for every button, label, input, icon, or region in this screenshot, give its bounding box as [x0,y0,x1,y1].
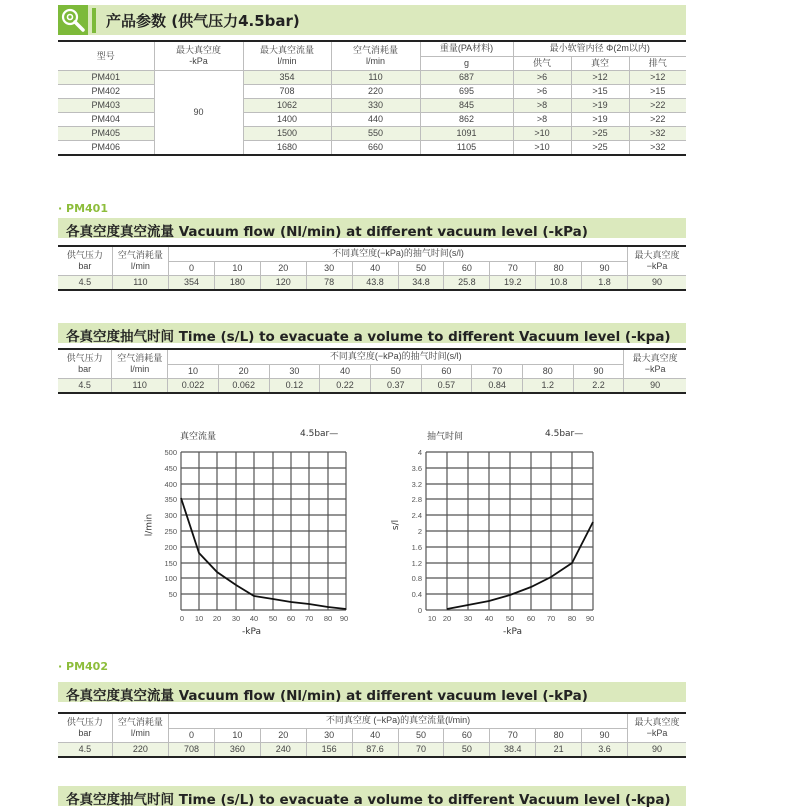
pm402-vacuum-flow-table: 供气压力 bar 空气消耗量 l/min 不同真空度 (−kPa)的真空流量(l/min) 最大真空度 −kPa 0 10 20 30 40 50 60 70 80 90 4.5 220 708 360 240 156 87.6 70 50 38.4 21 3.6 90 [58,712,686,758]
header-hose-exhaust: 排气 [629,56,686,71]
section-title-evacuation-time: 各真空度抽气时间 Time (s/L) to evacuate a volume to different Vacuum level (-kpa) [58,323,686,343]
svg-text:0.8: 0.8 [411,574,422,583]
svg-text:30: 30 [463,614,473,623]
table-row: 4.5 110 354 180 120 78 43.8 34.8 25.8 19.2 10.8 1.8 90 [58,276,686,291]
page-header [58,5,686,35]
header-group: 不同真空度 (−kPa)的真空流量(l/min) [169,713,628,728]
header-group: 不同真空度(−kPa)的抽气时间(s/l) [169,246,628,261]
y-axis-label: l/min [144,513,155,537]
svg-text:4: 4 [417,448,422,457]
svg-text:70: 70 [546,614,556,623]
table-row: PM404 1400 440 862 >8 >19 >22 [58,113,686,127]
svg-text:50: 50 [268,614,278,623]
evacuation-time-chart [385,425,605,645]
svg-text:2.4: 2.4 [411,511,422,520]
table-row: 4.5 220 708 360 240 156 87.6 70 50 38.4 21 3.6 90 [58,743,686,758]
svg-text:100: 100 [164,574,177,583]
x-axis-label: -kPa [503,627,522,637]
svg-text:10: 10 [427,614,437,623]
chart-plot [385,425,605,625]
svg-text:80: 80 [323,614,333,623]
svg-text:20: 20 [442,614,452,623]
table-row: 4.5 110 0.022 0.062 0.12 0.22 0.37 0.57 0.84 1.2 2.2 90 [58,379,686,394]
header-pressure: 供气压力 bar [58,349,112,379]
table-row: PM405 1500 550 1091 >10 >25 >32 [58,127,686,141]
header-weight: 重量(PA材料) [420,41,513,56]
header-model: 型号 [58,41,154,71]
chart-title: 抽气时间 [427,432,464,442]
model-tag-pm401: · PM401 [58,202,108,215]
svg-text:20: 20 [212,614,222,623]
svg-text:300: 300 [164,511,177,520]
svg-text:200: 200 [164,543,177,552]
table-row: PM401 90 354 110 687 >6 >12 >12 [58,71,686,85]
svg-text:500: 500 [164,448,177,457]
svg-text:50: 50 [505,614,515,623]
svg-text:1.2: 1.2 [411,559,422,568]
header-hose-vacuum: 真空 [571,56,629,71]
header-air-consumption: 空气消耗量 l/min [331,41,420,71]
header-max-flow: 最大真空流量 l/min [243,41,331,71]
pm401-evacuation-time-table: 供气压力 bar 空气消耗量 l/min 不同真空度(−kPa)的抽气时间(s/l) 最大真空度 −kPa 10 20 30 40 50 60 70 80 90 4.5 110 0.022 0.062 0.12 0.22 0.37 0.57 0.84 1.2 2.2 90 [58,348,686,394]
header-max: 最大真空度 −kPa [624,349,686,379]
svg-text:0.4: 0.4 [411,590,422,599]
section-title-evacuation-time: 各真空度抽气时间 Time (s/L) to evacuate a volume to different Vacuum level (-kpa) [58,786,686,806]
pm401-vacuum-flow-table: 供气压力 bar 空气消耗量 l/min 不同真空度(−kPa)的抽气时间(s/l) 最大真空度 −kPa 0 10 20 30 40 50 60 70 80 90 4.5 110 354 180 120 78 43.8 34.8 25.8 19.2 10.8 1.8 90 [58,245,686,291]
svg-text:3.6: 3.6 [411,464,422,473]
chart-legend: 4.5bar— [300,429,339,439]
header-air: 空气消耗量 l/min [112,246,168,276]
svg-text:70: 70 [304,614,314,623]
magnifier-icon [58,5,88,35]
header-hose: 最小软管内径 Φ(2m以内) [513,41,686,56]
header-air: 空气消耗量 l/min [112,349,168,379]
chart-plot [140,425,360,625]
svg-text:60: 60 [526,614,536,623]
max-vacuum-value: 90 [154,71,243,156]
page-title: 产品参数 (供气压力4.5bar) [106,12,300,30]
svg-text:90: 90 [585,614,595,623]
svg-text:2.8: 2.8 [411,495,422,504]
header-pressure: 供气压力 bar [58,246,112,276]
model-tag-pm402: · PM402 [58,660,108,673]
section-title-vacuum-flow: 各真空度真空流量 Vacuum flow (Nl/min) at different vacuum level (-kPa) [58,682,686,702]
header-hose-supply: 供气 [513,56,571,71]
svg-text:450: 450 [164,464,177,473]
chart-legend: 4.5bar— [545,429,584,439]
svg-text:60: 60 [286,614,296,623]
header-pressure: 供气压力 bar [58,713,112,743]
svg-text:1.6: 1.6 [411,543,422,552]
svg-text:3.2: 3.2 [411,480,422,489]
svg-text:350: 350 [164,495,177,504]
header-group: 不同真空度(−kPa)的抽气时间(s/l) [168,349,624,364]
header-max-vacuum: 最大真空度 -kPa [154,41,243,71]
header-max: 最大真空度 −kPa [627,713,686,743]
table-row: PM402 708 220 695 >6 >15 >15 [58,85,686,99]
svg-text:40: 40 [249,614,259,623]
svg-text:250: 250 [164,527,177,536]
y-axis-label: s/l [391,519,402,531]
table-row: PM406 1680 660 1105 >10 >25 >32 [58,141,686,156]
svg-text:80: 80 [567,614,577,623]
spec-table [58,40,686,156]
svg-text:50: 50 [168,590,177,599]
svg-text:400: 400 [164,480,177,489]
table-row: PM403 1062 330 845 >8 >19 >22 [58,99,686,113]
svg-text:40: 40 [484,614,494,623]
header-air: 空气消耗量 l/min [112,713,168,743]
svg-text:150: 150 [164,559,177,568]
x-axis-label: -kPa [242,627,261,637]
header-weight-unit: g [420,56,513,71]
svg-text:10: 10 [194,614,204,623]
vacuum-flow-chart [140,425,360,645]
chart-title: 真空流量 [180,432,217,442]
svg-text:90: 90 [339,614,349,623]
header-max: 最大真空度 −kPa [627,246,686,276]
svg-text:2: 2 [417,527,422,536]
svg-text:30: 30 [231,614,241,623]
svg-text:0: 0 [417,606,422,615]
header-accent-bar [92,8,96,33]
section-title-vacuum-flow: 各真空度真空流量 Vacuum flow (Nl/min) at different vacuum level (-kPa) [58,218,686,238]
svg-text:0: 0 [179,614,185,623]
